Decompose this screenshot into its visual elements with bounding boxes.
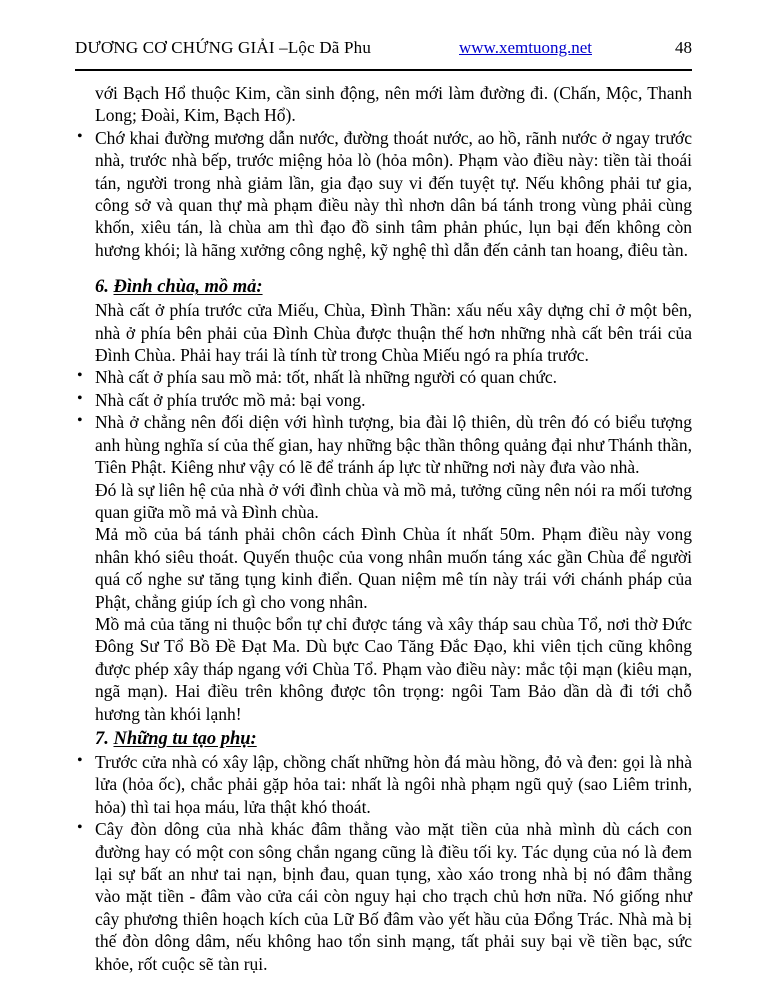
bullet-item <box>77 818 692 975</box>
bullet-text: Trước cửa nhà có xây lập, chồng chất những hòn đá màu hồng, đỏ và đen: gọi là nhà lửa (hỏa ốc), chắc phải gặp hỏa tai: nhất là ngôi nhà phạm ngũ quỷ (sao Liêm trinh, hỏa) thì tai họa máu, lửa thật khó thoát. <box>95 751 692 817</box>
bullet-item <box>77 127 692 261</box>
heading-number: 6. <box>95 277 109 298</box>
website-link[interactable]: www.xemtuong.net <box>459 38 592 57</box>
bullet-text: Cây đòn dông của nhà khác đâm thẳng vào mặt tiền của nhà mình dù cách con đường hay có một con sông chắn ngang cũng là điều tối ky. Tác dụng của nó là đem lại sự bất an như tai nạn, bịnh đau, quan tụng, xào xáo trong nhà bị nó đâm thẳng vào mặt tiền - đâm vào cửa cái còn nguy hại cho trạch chủ hơn nữa. Nó giống như cây phương thiên hoạch kích của Lữ Bố đâm vào yết hầu của Đổng Trác. Nhà mà bị thế đòn dông dâm, nếu không hao tổn sinh mạng, tất phải suy bại về tiền bạc, sức khỏe, rốt cuộc sẽ tàn rụi. <box>95 819 692 974</box>
bullet-item <box>77 411 692 478</box>
paragraph: Đó là sự liên hệ của nhà ở với đình chùa và mồ mả, tưởng cũng nên nói ra mối tương quan giữa mồ mả và Đình chùa. <box>95 479 692 522</box>
paragraph: Mồ mả của tăng ni thuộc bổn tự chỉ được táng và xây tháp sau chùa Tổ, nơi thờ Đức Đông Sư Tổ Bồ Đề Đạt Ma. Dù bực Cao Tăng Đắc Đạo, khi viên tịch cũng không được phép xây tháp ngang với Chùa Tổ. Phạm vào điều này: mắc tội mạn (kiêu mạn, ngã mạn). Hai điều trên không được tôn trọng: ngôi Tam Bảo dần dà đi tới chỗ hương tàn khói lạnh! <box>95 613 692 724</box>
heading-title: Đình chùa, mồ mả: <box>113 277 263 298</box>
section-heading-7 <box>95 727 692 751</box>
page-header <box>75 38 692 71</box>
heading-number: 7. <box>95 728 109 749</box>
bullet-icon: • <box>77 127 83 145</box>
page-number: 48 <box>675 38 692 57</box>
bullet-text: Chớ khai đường mương dẫn nước, đường thoát nước, ao hồ, rãnh nước ở ngay trước nhà, trước nhà bếp, trước miệng hỏa lò (hỏa môn). Phạm vào điều này: tiền tài thoái tán, người trong nhà giảm lần, gia đạo suy vi đến tuyệt tự. Nếu không phải tư gia, công sở và quan thự mà phạm điều này thì nhơn dân bá tánh trong vùng phải cùng khốn, xiêu tán, là chùa am thì đạo đồ sinh tâm phản phúc, lụn bại đến không còn hương khói; là hãng xưởng công nghệ, kỹ nghệ thì dẫn đến cảnh tan hoang, điêu tàn. <box>95 127 692 260</box>
bullet-text: Nhà cất ở phía trước mồ mả: bại vong. <box>95 389 366 410</box>
bullet-item <box>77 751 692 818</box>
bullet-icon: • <box>77 389 83 407</box>
document-title: DƯƠNG CƠ CHỨNG GIẢI –Lộc Dã Phu <box>75 38 372 57</box>
bullet-icon: • <box>77 367 83 385</box>
bullet-icon: • <box>77 412 83 430</box>
section-heading-6 <box>95 275 692 299</box>
bullet-text: Nhà cất ở phía sau mồ mả: tốt, nhất là những người có quan chức. <box>95 367 557 388</box>
bullet-icon: • <box>77 819 83 837</box>
bullet-icon: • <box>77 751 83 769</box>
bullet-text: Nhà ở chẳng nên đối diện với hình tượng, bia đài lộ thiên, dù trên đó có biểu tượng anh hùng nghĩa sí của thế gian, hay những bậc thần thông quảng đại như Thánh thần, Tiên Phật. Kiêng như vậy có lẽ để tránh áp lực từ những nơi này đưa vào nhà. <box>95 412 692 478</box>
bullet-item <box>77 366 692 388</box>
paragraph: Mả mồ của bá tánh phải chôn cách Đình Chùa ít nhất 50m. Phạm điều này vong nhân khó siêu thoát. Quyến thuộc của vong nhân muốn táng xác gần Chùa để người quá cố nghe sư tăng tụng kinh điển. Quan niệm mê tín này trái với chánh pháp của Phật, chẳng giúp ích gì cho vong nhân. <box>95 524 692 612</box>
bullet-item <box>77 389 692 411</box>
paragraph: Nhà cất ở phía trước cửa Miếu, Chùa, Đình Thần: xấu nếu xây dựng chỉ ở một bên, nhà ở phía bên phải của Đình Chùa được thuận thế hơn những nhà cất bên trái của Đình Chùa. Phải hay trái là tính từ trong Chùa Miếu ngó ra phía trước. <box>95 300 692 366</box>
heading-title: Những tu tạo phụ: <box>113 728 257 749</box>
continuation-paragraph: với Bạch Hổ thuộc Kim, cần sinh động, nên mới làm đường đi. (Chấn, Mộc, Thanh Long; Đoài, Kim, Bạch Hổ). <box>95 83 692 126</box>
document-body <box>77 82 692 975</box>
